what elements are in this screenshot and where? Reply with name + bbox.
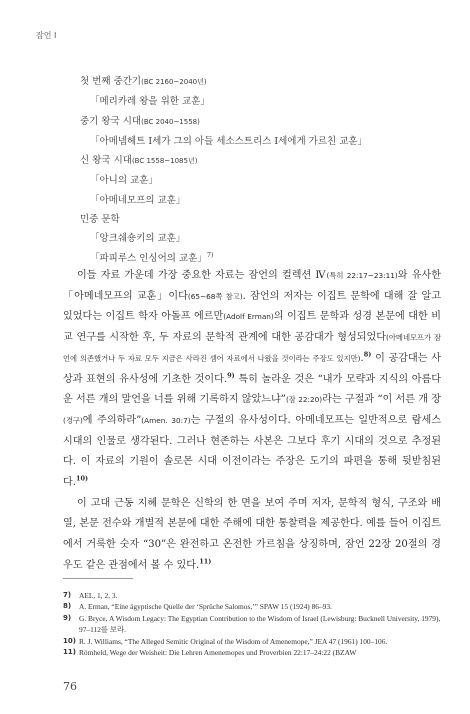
footnote-ref[interactable]: 11) [199, 557, 212, 566]
footnote-ref[interactable]: 8) [363, 350, 372, 359]
footnote: 9) G. Bryce, A Wisdom Legacy: The Egyptian Contribution to the Wisdom of Israel (Lewisburg: Bucknell University, 1979), 97–112를 보라. [63, 613, 441, 635]
list-item: 신 왕국 시대(BC 1558~1085년) [80, 155, 198, 167]
list-item: 「앙크쉐숑키의 교훈」 [90, 233, 186, 245]
footnote-ref[interactable]: 10) [75, 474, 89, 483]
list-item: 「아메넴헤트 I세가 그의 아들 세소스트리스 I세에게 가르친 교훈」 [90, 135, 368, 147]
list-item: 「아니의 교훈」 [90, 175, 158, 187]
paragraph: 이들 자료 가운데 가장 중요한 자료는 잠언의 컬렉션 Ⅳ(특히 22:17~23:11)와 유사한 「아메네모프의 교훈」이다(65~68쪽 참고). 잠언의 저자는 이집트 문학에 대해 잘 알고 있었다는 이집트 학자 아돌프 에르만(Adolf Erman)의 이집트 문학과 성경 본문에 대한 비교 연구를 시작한 후, 두 자료의 문학적 관계에 대한 공감대가 형성되었다(아메네모프가 잠언에 의존했거나 두 자료 모두 지금은 사라진 셈어 자료에서 나왔을 것이라는 주장도 있지만).$^{8)}$ 이 공감대는 사상과 표현의 유사성에 기초한 것이다.$^{9)}$ 특히 놀라운 것은 “내가 모략과 지식의 아름다운 서른 개의 말언을 너를 위해 기록하지 않았느냐”(잠 22:20)라는 구절과 “이 서른 개 장(경구)에 주의하라”(Amen. 30:7)는 구절의 유사성이다. 아메네모프는 일반적으로 람세스 시대의 인물로 생각된다. 그러나 현존하는 사본은 그보다 후기 시대의 것으로 추정된다. 이 자료의 기원이 솔로몬 시대 이전이라는 주장은 도기의 파편을 통해 뒷받침된다.$^{10)}$ [63, 270, 442, 489]
body-text [63, 266, 441, 577]
footnote: 10) R. J. Williams, “The Alleged Semitic Original of the Wisdom of Amenemope,” JEA 47 (1961) 100–106. [63, 636, 388, 646]
footnote: 11) Römheld, Wege der Weisheit: Die Lehren Amenemopes und Proverbien 22:17–24:22 (BZAW [63, 648, 357, 658]
footnote-divider [63, 578, 133, 579]
list-item: 「파피루스 인싱어의 교훈」$^{7)}$ [90, 250, 214, 264]
list-item: 「아메네모프의 교훈」 [90, 194, 186, 206]
list-item: 민중 문학 [80, 214, 120, 226]
source-list [80, 72, 440, 268]
list-item: 「메리카레 왕을 위한 교훈」 [90, 96, 210, 108]
paragraph: 이 고대 근동 지혜 문학은 신학의 한 면을 보여 주며 저자, 문학적 형식, 구조와 배열, 본문 전수와 개별적 본문에 대한 주해에 대한 통찰력을 제공한다. 예를 들어 이집트에서 거룩한 숫자 “30”은 완전하고 온전한 가르침을 상징하며, 잠언 22장 20절의 경우도 같은 관점에서 볼 수 있다.$^{11)}$ [63, 497, 441, 571]
page-number: 76 [63, 680, 77, 693]
footnote: 7) AEL, 1, 2, 3. [63, 591, 118, 600]
footnotes [63, 590, 443, 658]
list-item: 첫 번째 중간기(BC 2160~2040년) [80, 76, 207, 87]
footnote: 8) A. Erman, “Eine ägyptische Quelle der ‘Sprüche Salomos,’” SPAW 15 (1924) 86–93. [63, 602, 332, 612]
list-item: 중기 왕국 시대(BC 2040~1558) [80, 115, 200, 127]
running-head: 잠언 I [36, 31, 57, 40]
footnote-ref[interactable]: 9) [227, 371, 235, 380]
